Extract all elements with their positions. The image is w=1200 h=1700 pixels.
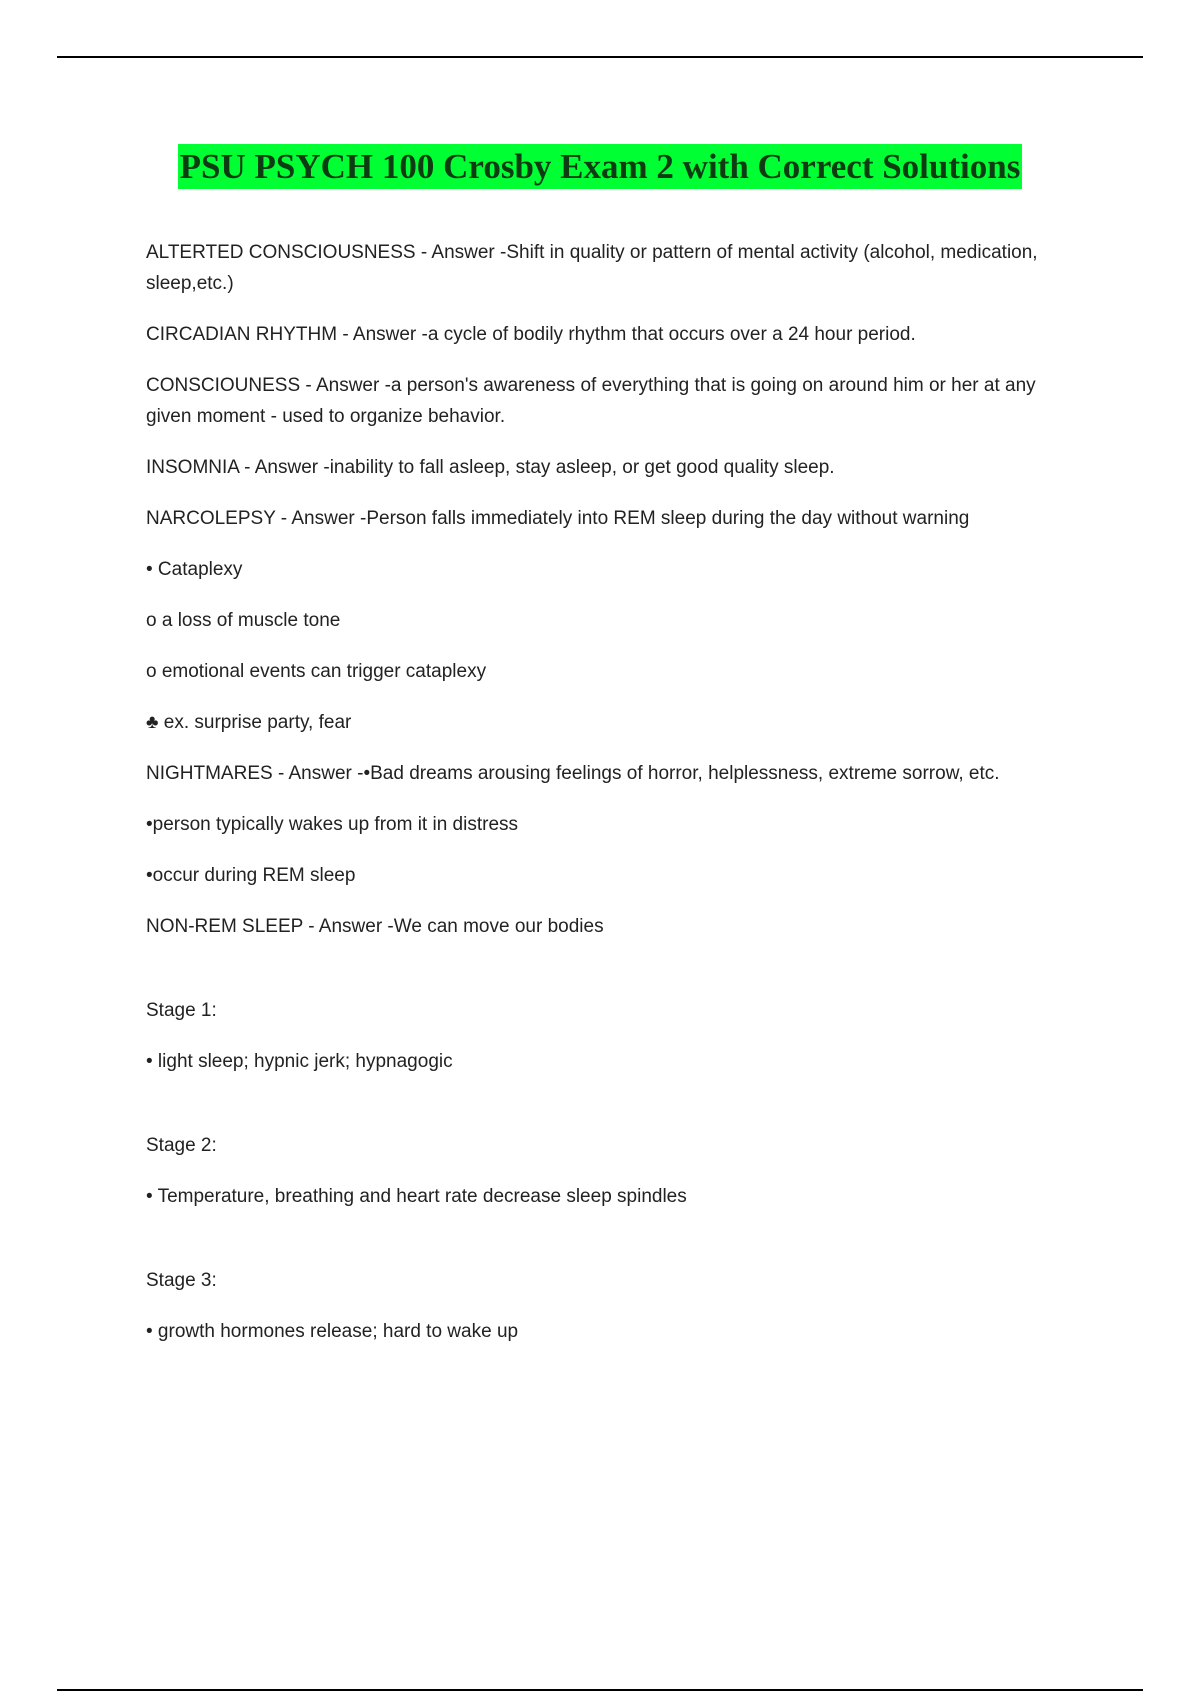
stage-heading: Stage 1: — [146, 1000, 217, 1021]
term-circadian-rhythm: CIRCADIAN RHYTHM - Answer -a cycle of bodily rhythm that occurs over a 24 hour period. — [146, 324, 916, 345]
bottom-rule — [57, 1689, 1143, 1691]
list-item: o emotional events can trigger cataplexy — [146, 661, 487, 682]
term-narcolepsy: NARCOLEPSY - Answer -Person falls immediately into REM sleep during the day without warning — [146, 508, 970, 529]
document-body — [146, 237, 1086, 1367]
list-item: o a loss of muscle tone — [146, 610, 341, 631]
list-item: • light sleep; hypnic jerk; hypnagogic — [146, 1051, 453, 1072]
stage-heading: Stage 2: — [146, 1135, 217, 1156]
list-item: • growth hormones release; hard to wake up — [146, 1321, 519, 1342]
term-altered-consciousness: ALTERTED CONSCIOUSNESS - Answer -Shift in quality or pattern of mental activity (alcohol, medication, sleep,etc.) — [146, 242, 1043, 294]
document-title: PSU PSYCH 100 Crosby Exam 2 with Correct Solutions — [178, 144, 1023, 189]
top-rule — [57, 56, 1143, 58]
title-container — [0, 144, 1200, 189]
term-non-rem-sleep: NON-REM SLEEP - Answer -We can move our bodies — [146, 916, 604, 937]
list-item: • Temperature, breathing and heart rate decrease sleep spindles — [146, 1186, 687, 1207]
list-item: •person typically wakes up from it in distress — [146, 814, 519, 835]
stage-heading: Stage 3: — [146, 1270, 217, 1291]
term-insomnia: INSOMNIA - Answer -inability to fall asleep, stay asleep, or get good quality sleep. — [146, 457, 835, 478]
list-item: •occur during REM sleep — [146, 865, 356, 886]
term-consciousness: CONSCIOUNESS - Answer -a person's awareness of everything that is going on around him or her at any given moment - used to organize behavior. — [146, 375, 1041, 427]
list-item: ♣ ex. surprise party, fear — [146, 712, 352, 733]
term-nightmares: NIGHTMARES - Answer -•Bad dreams arousing feelings of horror, helplessness, extreme sorrow, etc. — [146, 763, 1000, 784]
list-item: • Cataplexy — [146, 559, 243, 580]
